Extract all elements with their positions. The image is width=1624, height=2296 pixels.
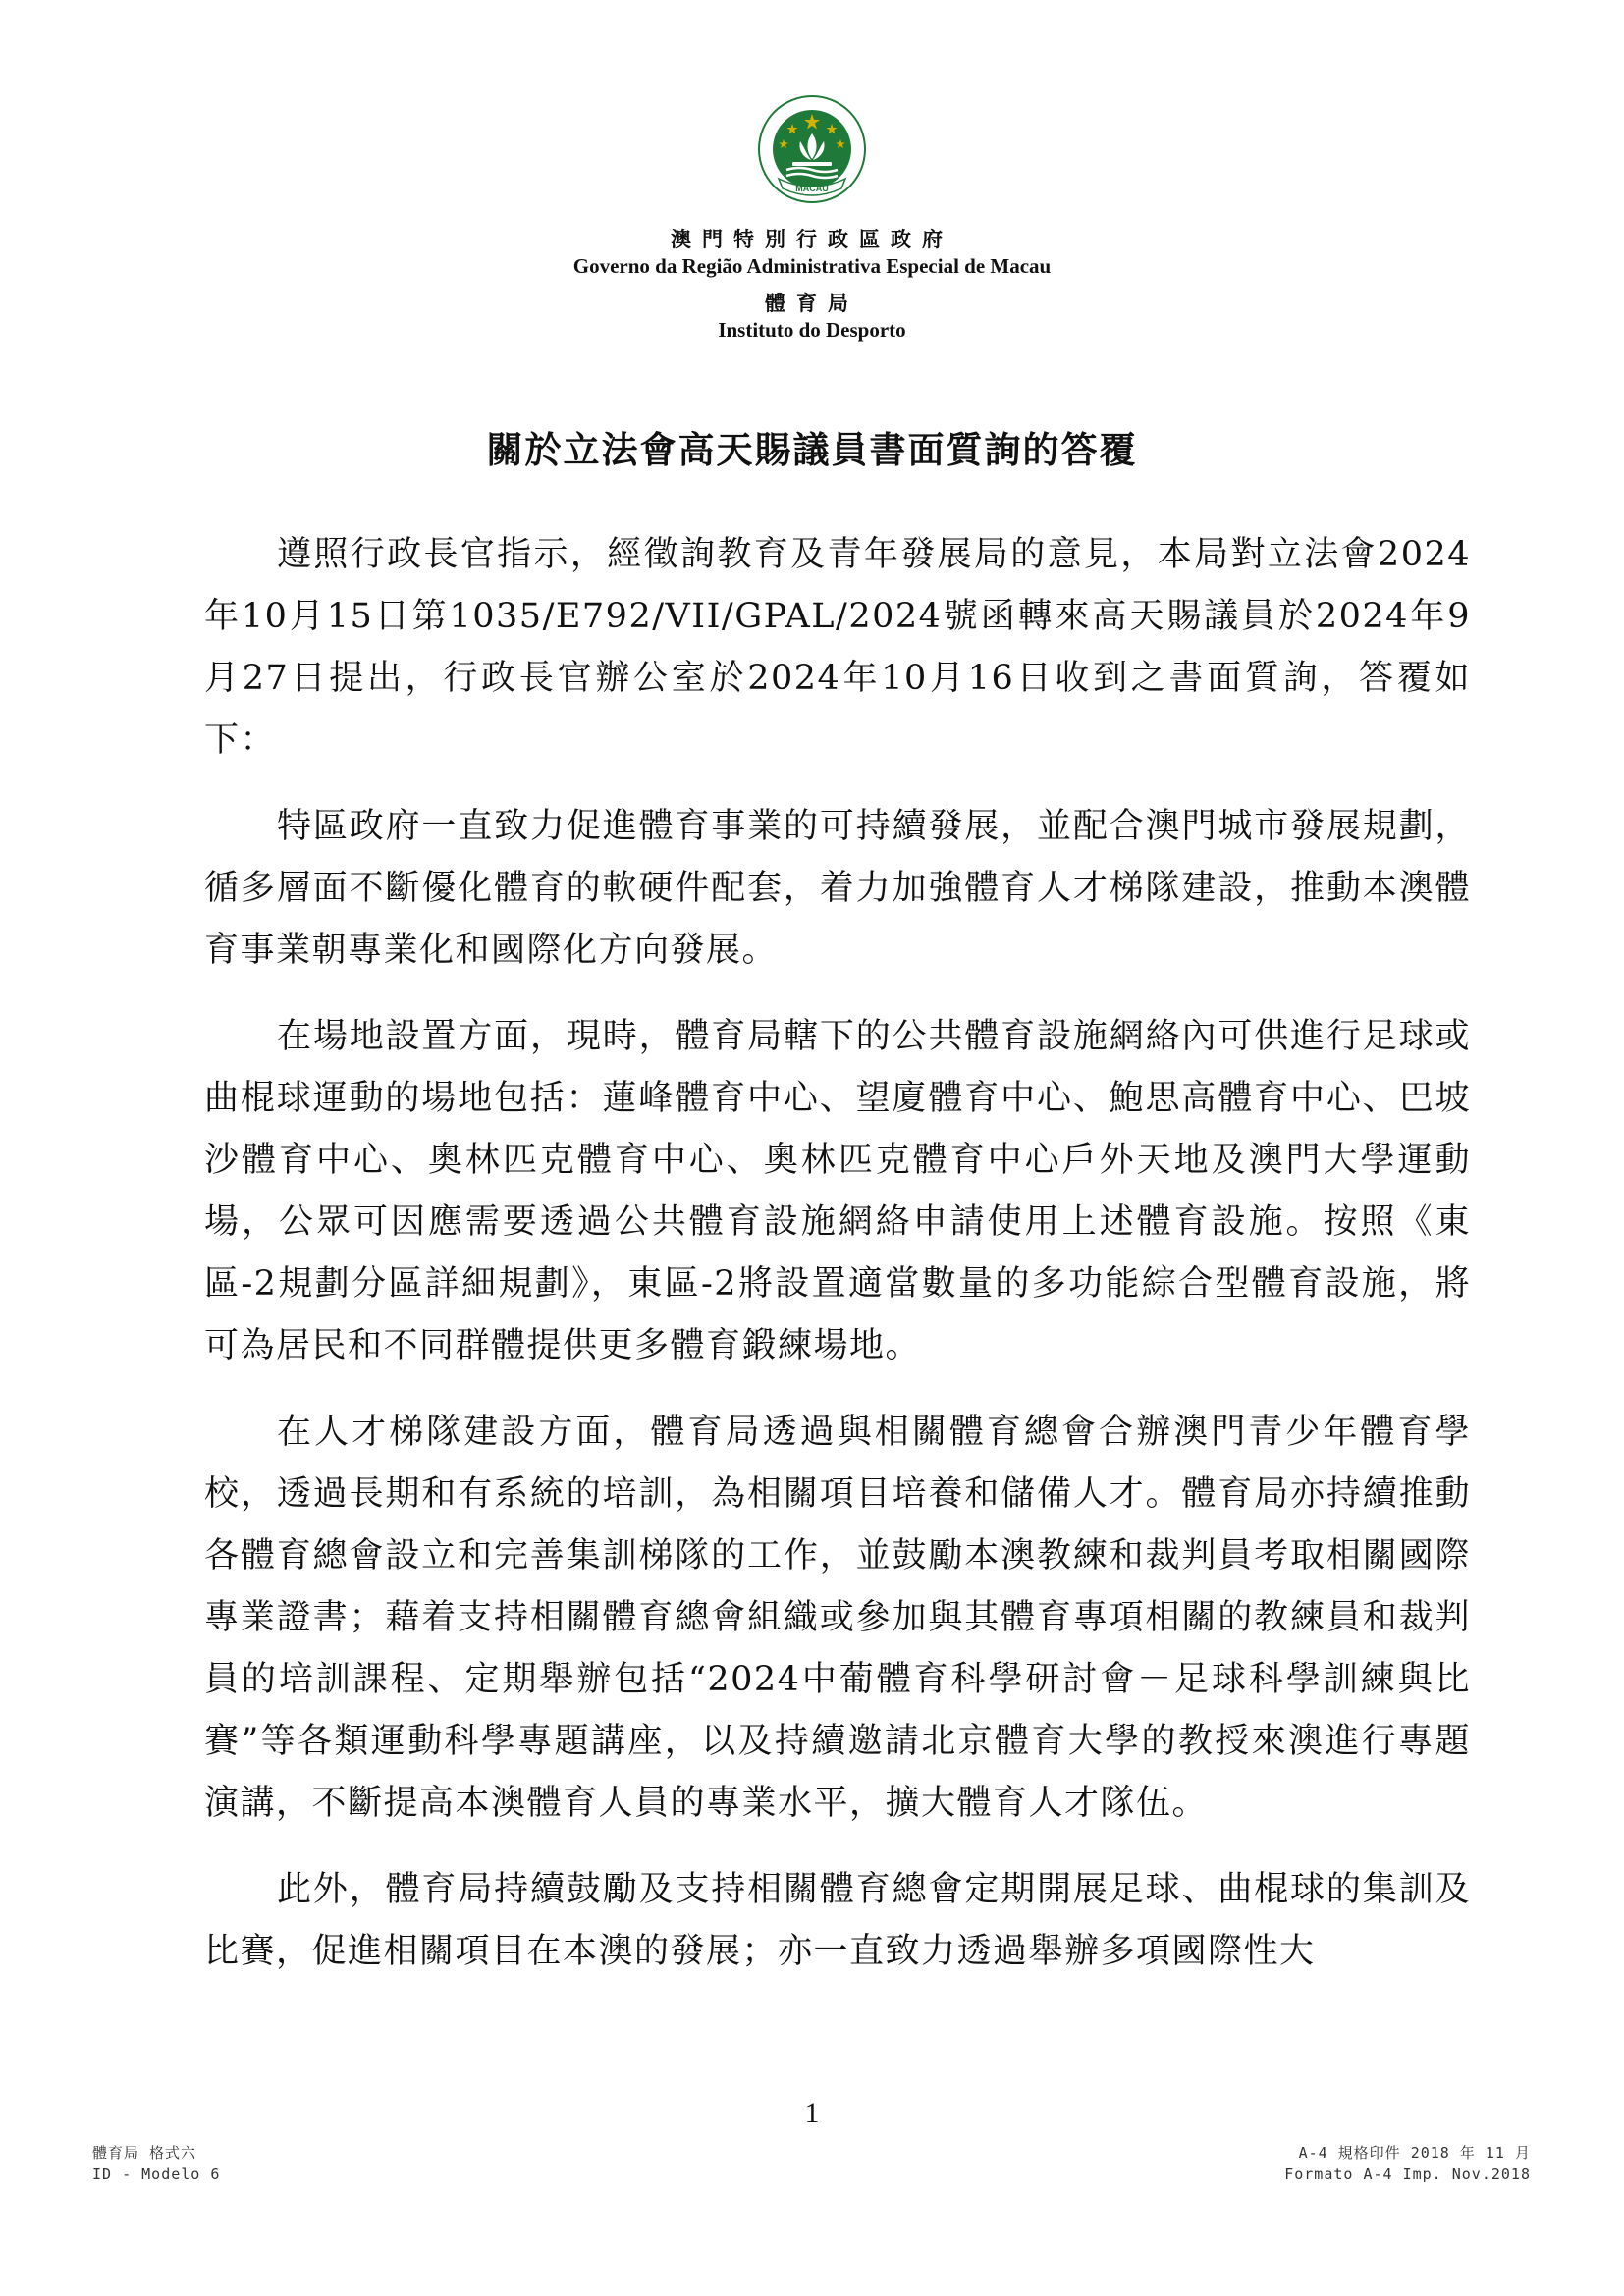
paragraph-policy: 特區政府一直致力促進體育事業的可持續發展，並配合澳門城市發展規劃，循多層面不斷優化體育的軟硬件配套，着力加強體育人才梯隊建設，推動本澳體育事業朝專業化和國際化方向發展。 [204, 807, 1471, 970]
document-body [204, 524, 1471, 2007]
paragraph-intro: 遵照行政長官指示，經徵詢教育及青年發展局的意見，本局對立法會2024年10月15日第1035/E792/VII/GPAL/2024號函轉來高天賜議員於2024年9月27日提出，行政長官辦公室於2024年10月16日收到之書面質詢，答覆如下： [204, 535, 1471, 760]
footer-form-id-zh: 體育局 格式六 [92, 2144, 197, 2162]
emblem-banner-text: MACAU [795, 184, 829, 193]
bureau-name-zh: 體育局 [765, 291, 859, 315]
bureau-name-pt: Instituto do Desporto [718, 318, 906, 342]
macau-sar-emblem-icon [757, 94, 867, 204]
government-name-pt: Governo da Região Administrativa Especial de Macau [572, 254, 1052, 278]
paragraph-venues: 在場地設置方面，現時，體育局轄下的公共體育設施網絡內可供進行足球或曲棍球運動的場地包括：蓮峰體育中心、望廈體育中心、鮑思高體育中心、巴坡沙體育中心、奧林匹克體育中心、奧林匹克體育中心戶外天地及澳門大學運動場，公眾可因應需要透過公共體育設施網絡申請使用上述體育設施。按照《東區-2規劃分區詳細規劃》，東區-2將設置適當數量的多功能綜合型體育設施，將可為居民和不同群體提供更多體育鍛練場地。 [204, 1017, 1471, 1365]
document-title: 關於立法會高天賜議員書面質詢的答覆 [486, 429, 1138, 471]
government-name-zh: 澳門特別行政區政府 [671, 227, 953, 251]
paragraph-talent: 在人才梯隊建設方面，體育局透過與相關體育總會合辦澳門青少年體育學校，透過長期和有系統的培訓，為相關項目培養和儲備人才。體育局亦持續推動各體育總會設立和完善集訓梯隊的工作，並鼓勵本澳教練和裁判員考取相關國際專業證書；藉着支持相關體育總會組織或參加與其體育專項相關的教練員和裁判員的培訓課程、定期舉辦包括“2024中葡體育科學研討會－足球科學訓練與比賽”等各類運動科學專題講座，以及持續邀請北京體育大學的教授來澳進行專題演講，不斷提高本澳體育人員的專業水平，擴大體育人才隊伍。 [204, 1413, 1471, 1823]
page-number: 1 [804, 2097, 820, 2129]
footer-print-format-zh: A-4 規格印件 2018 年 11 月 [1298, 2144, 1531, 2162]
footer-form-id-pt: ID - Modelo 6 [92, 2165, 221, 2183]
footer-print-format [1284, 2142, 1531, 2185]
footer-print-format-pt: Formato A-4 Imp. Nov.2018 [1284, 2165, 1531, 2183]
footer-form-id [92, 2142, 220, 2185]
paragraph-events: 此外，體育局持續鼓勵及支持相關體育總會定期開展足球、曲棍球的集訓及比賽，促進相關項目在本澳的發展；亦一直致力透過舉辦多項國際性大 [204, 1870, 1471, 1971]
